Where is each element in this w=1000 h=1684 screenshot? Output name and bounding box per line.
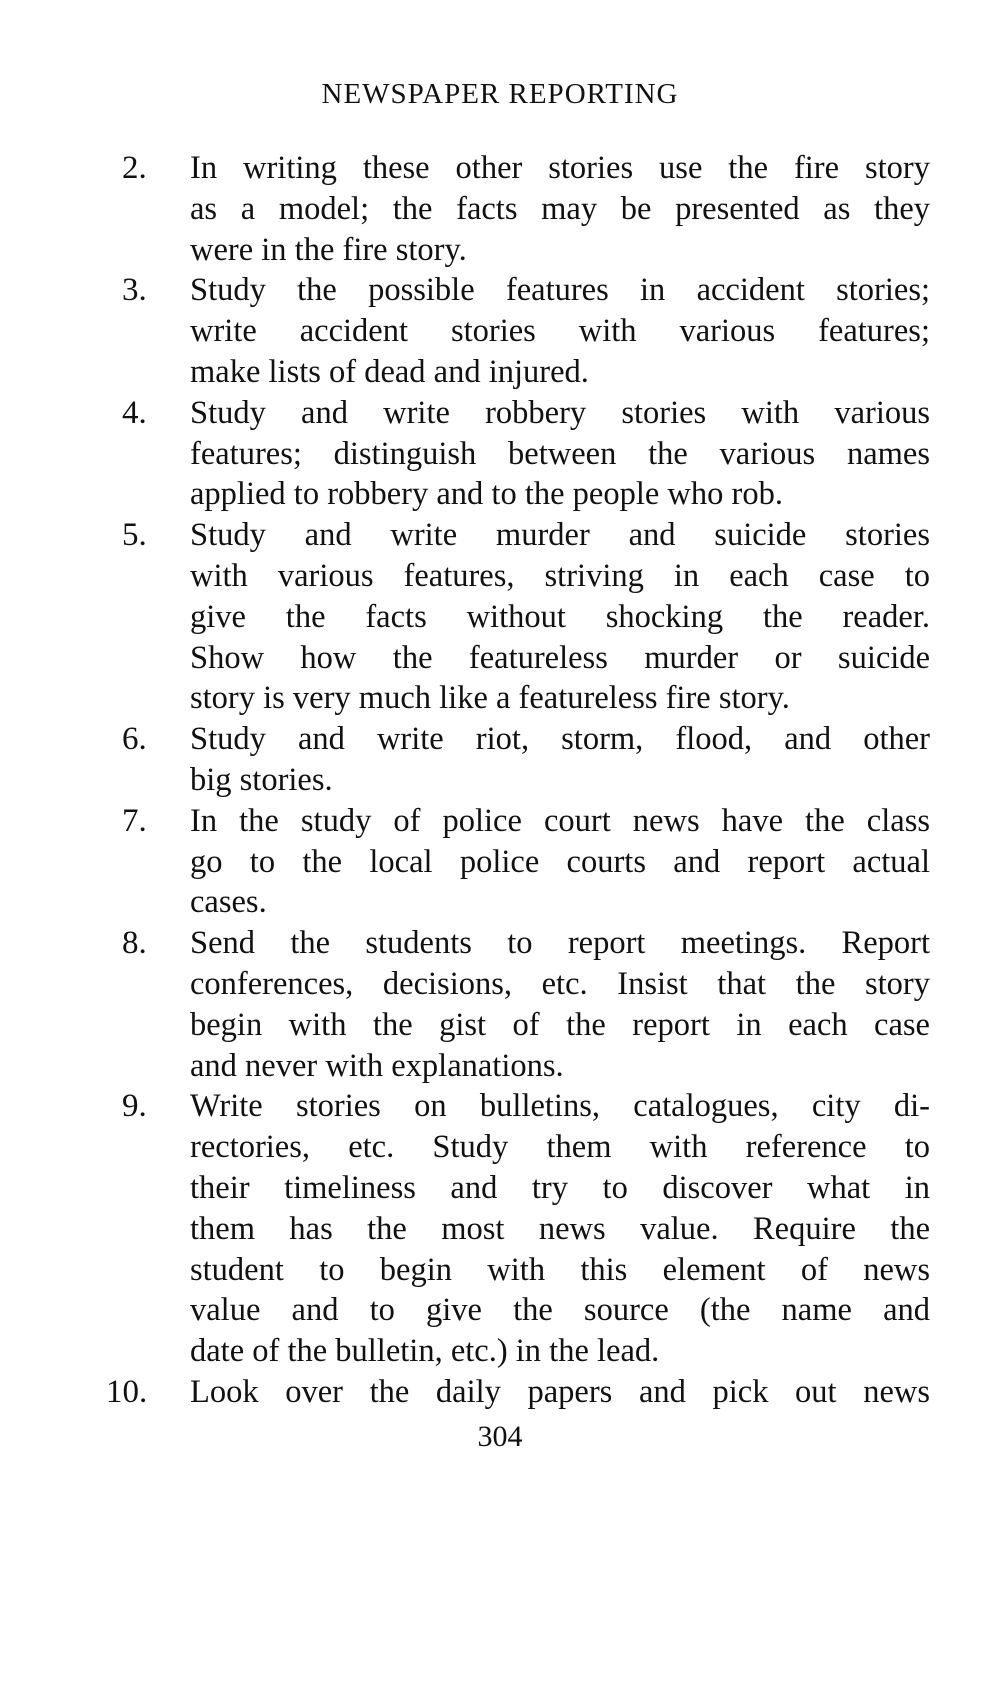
text-line: rectories, etc. Study them with reference to bbox=[190, 1129, 930, 1166]
exercise-list bbox=[106, 148, 930, 1413]
item-number: 8. bbox=[122, 925, 147, 962]
item-number: 7. bbox=[122, 802, 147, 839]
list-item bbox=[120, 1086, 930, 1372]
text-line: Study and write riot, storm, flood, and other bbox=[190, 721, 930, 758]
text-line: their timeliness and try to discover what in bbox=[190, 1169, 930, 1206]
list-item bbox=[120, 801, 930, 923]
page-number: 304 bbox=[477, 1420, 523, 1453]
text-line: write accident stories with various features; bbox=[190, 313, 930, 350]
item-number: 2. bbox=[122, 150, 147, 186]
item-number: 9. bbox=[122, 1088, 147, 1125]
text-line: Send the students to report meetings. Report bbox=[190, 925, 930, 962]
list-item bbox=[120, 393, 930, 515]
text-line: make lists of dead and injured. bbox=[190, 353, 589, 390]
text-line: them has the most news value. Require the bbox=[190, 1210, 930, 1247]
text-line: Show how the featureless murder or suicide bbox=[190, 639, 930, 676]
text-line: In the study of police court news have the class bbox=[190, 802, 930, 839]
list-item bbox=[120, 719, 930, 801]
text-line: In writing these other stories use the fire story bbox=[190, 150, 930, 186]
text-line: cases. bbox=[190, 884, 267, 921]
text-line: Study and write murder and suicide stories bbox=[190, 517, 930, 554]
text-line: with various features, striving in each case to bbox=[190, 557, 930, 594]
text-line: conferences, decisions, etc. Insist that the story bbox=[190, 965, 930, 1002]
item-number: 3. bbox=[122, 272, 147, 309]
text-line: were in the fire story. bbox=[190, 231, 467, 268]
text-line: student to begin with this element of news bbox=[190, 1251, 930, 1288]
text-line: go to the local police courts and report actual bbox=[190, 843, 930, 880]
text-line: features; distinguish between the various names bbox=[190, 435, 930, 472]
item-number: 5. bbox=[122, 517, 147, 554]
text-line: begin with the gist of the report in each case bbox=[190, 1006, 930, 1043]
text-line: story is very much like a featureless fire story. bbox=[190, 680, 790, 717]
text-line: as a model; the facts may be presented as they bbox=[190, 190, 930, 227]
list-item bbox=[106, 1372, 930, 1413]
text-line: date of the bulletin, etc.) in the lead. bbox=[190, 1333, 660, 1370]
list-item bbox=[120, 270, 930, 392]
running-header: NEWSPAPER REPORTING bbox=[321, 78, 679, 110]
text-line: applied to robbery and to the people who rob. bbox=[190, 476, 783, 513]
text-line: and never with explanations. bbox=[190, 1047, 564, 1084]
item-number: 10. bbox=[106, 1373, 148, 1410]
text-line: Study the possible features in accident stories; bbox=[190, 272, 930, 309]
text-line: Write stories on bulletins, catalogues, city di- bbox=[190, 1088, 930, 1125]
item-number: 4. bbox=[122, 394, 147, 431]
list-item bbox=[120, 515, 930, 719]
list-item bbox=[120, 148, 930, 270]
item-number: 6. bbox=[122, 721, 147, 758]
text-line: value and to give the source (the name and bbox=[190, 1292, 930, 1329]
list-item bbox=[120, 923, 930, 1086]
text-line: give the facts without shocking the reader. bbox=[190, 598, 930, 635]
text-line: big stories. bbox=[190, 761, 333, 798]
text-line: Look over the daily papers and pick out news bbox=[190, 1373, 930, 1410]
text-line: Study and write robbery stories with various bbox=[190, 394, 930, 431]
